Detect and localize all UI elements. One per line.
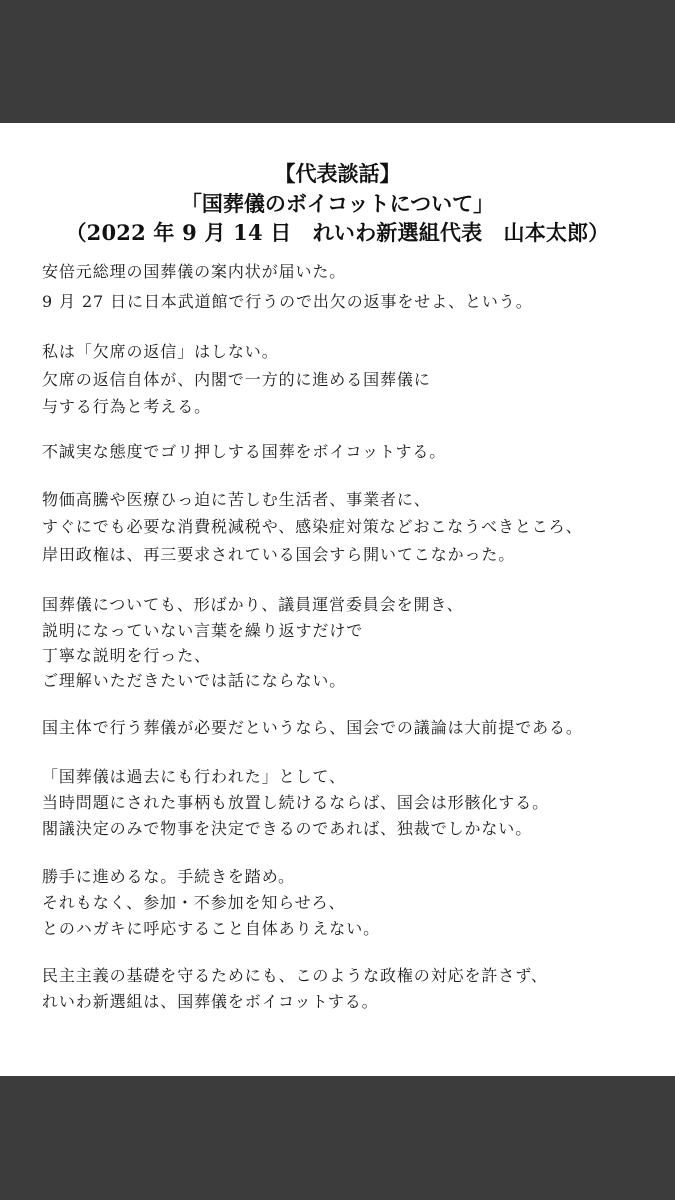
- body-line: 「国葬儀は過去にも行われた」として、: [42, 767, 346, 786]
- statement-label: 【代表談話】: [274, 161, 401, 186]
- body-line: ご理解いただきたいでは話にならない。: [42, 671, 347, 690]
- body-line: 閣議決定のみで物事を決定できるのであれば、独裁でしかない。: [42, 819, 533, 838]
- body-line: それもなく、参加・不参加を知らせろ、: [42, 893, 346, 912]
- body-line: 9 月 27 日に日本武道館で行うので出欠の返事をせよ、という。: [42, 292, 533, 311]
- body-line: 不誠実な態度でゴリ押しする国葬をボイコットする。: [42, 442, 447, 461]
- body-line: 国葬儀についても、形ばかり、議員運営委員会を開き、: [42, 595, 464, 614]
- body-line: すぐにでも必要な消費税減税や、感染症対策などおこなうべきところ、: [42, 517, 583, 536]
- body-line: れいわ新選組は、国葬儀をボイコットする。: [42, 992, 379, 1011]
- body-line: 安倍元総理の国葬儀の案内状が届いた。: [42, 262, 347, 281]
- body-line: 当時問題にされた事柄も放置し続けるならば、国会は形骸化する。: [42, 793, 550, 812]
- body-line: 岸田政権は、再三要求されている国会すら開いてこなかった。: [42, 545, 516, 564]
- body-line: 勝手に進めるな。手続きを踏め。: [42, 867, 295, 886]
- body-line: 私は「欠席の返信」はしない。: [42, 342, 279, 361]
- body-line: 与する行為と考える。: [42, 397, 212, 416]
- body-line: 説明になっていない言葉を繰り返すだけで: [42, 621, 364, 640]
- statement-title: 「国葬儀のボイコットについて」: [180, 191, 495, 216]
- body-line: 国主体で行う葬儀が必要だというなら、国会での議論は大前提である。: [42, 718, 583, 737]
- body-line: 物価高騰や医療ひっ迫に苦しむ生活者、事業者に、: [42, 490, 431, 509]
- body-line: 欠席の返信自体が、内閣で一方的に進める国葬儀に: [42, 370, 431, 389]
- body-line: 丁寧な説明を行った、: [42, 646, 212, 665]
- statement-date-author: （2022 年 9 月 14 日 れいわ新選組代表 山本太郎）: [65, 220, 610, 245]
- body-line: 民主主義の基礎を守るためにも、このような政権の対応を許さず、: [42, 966, 548, 985]
- body-line: とのハガキに呼応すること自体ありえない。: [42, 919, 381, 938]
